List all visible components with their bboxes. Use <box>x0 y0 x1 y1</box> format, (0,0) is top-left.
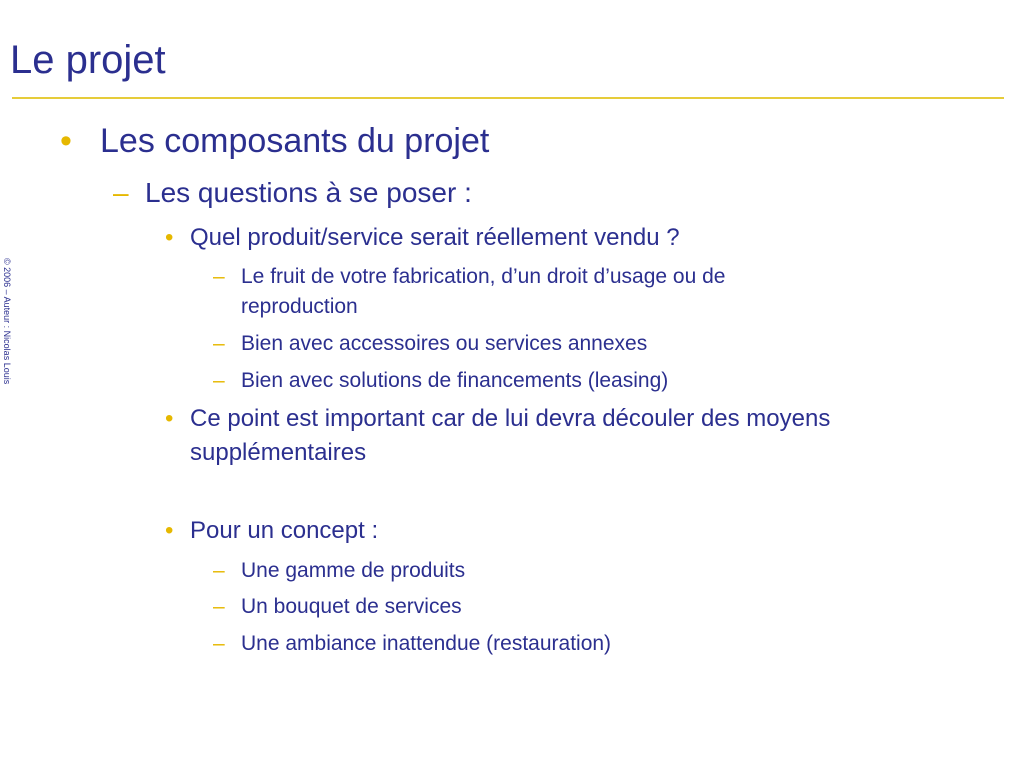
list-item-important-line1: Ce point est important car de lui devra découler des moyens <box>190 405 831 432</box>
title-divider <box>12 97 1004 99</box>
list-item-fabrication-line2: reproduction <box>241 295 358 318</box>
bullet-dash-icon: – <box>213 332 225 355</box>
bullet-dot-icon: • <box>60 122 72 160</box>
heading-level1: Les composants du projet <box>100 122 490 160</box>
heading-level2: Les questions à se poser : <box>145 177 472 208</box>
list-item-financements: Bien avec solutions de financements (leasing) <box>241 369 669 392</box>
copyright-text: © 2006 – Auteur : Nicolas Louis <box>2 258 12 385</box>
list-item-gamme: Une gamme de produits <box>241 559 466 582</box>
copyright-note <box>1 258 13 400</box>
list-item-bouquet: Un bouquet de services <box>241 595 462 618</box>
list-item-product: Quel produit/service serait réellement vendu ? <box>190 224 680 251</box>
bullet-dash-icon: – <box>213 632 225 655</box>
bullet-dot-icon: • <box>165 224 174 251</box>
list-item-concept: Pour un concept : <box>190 517 379 544</box>
list-item-important-line2: supplémentaires <box>190 439 367 466</box>
list-item-fabrication-line1: Le fruit de votre fabrication, d’un droit d’usage ou de <box>241 265 726 288</box>
list-item-accessoires: Bien avec accessoires ou services annexes <box>241 332 648 355</box>
bullet-dash-icon: – <box>213 369 225 392</box>
bullet-dash-icon: – <box>213 559 225 582</box>
bullet-dash-icon: – <box>113 177 129 208</box>
list-item-ambiance: Une ambiance inattendue (restauration) <box>241 632 612 655</box>
bullet-dot-icon: • <box>165 517 174 544</box>
slide-title: Le projet <box>10 38 166 82</box>
bullet-dash-icon: – <box>213 595 225 618</box>
bullet-dash-icon: – <box>213 265 225 288</box>
bullet-dot-icon: • <box>165 405 174 432</box>
